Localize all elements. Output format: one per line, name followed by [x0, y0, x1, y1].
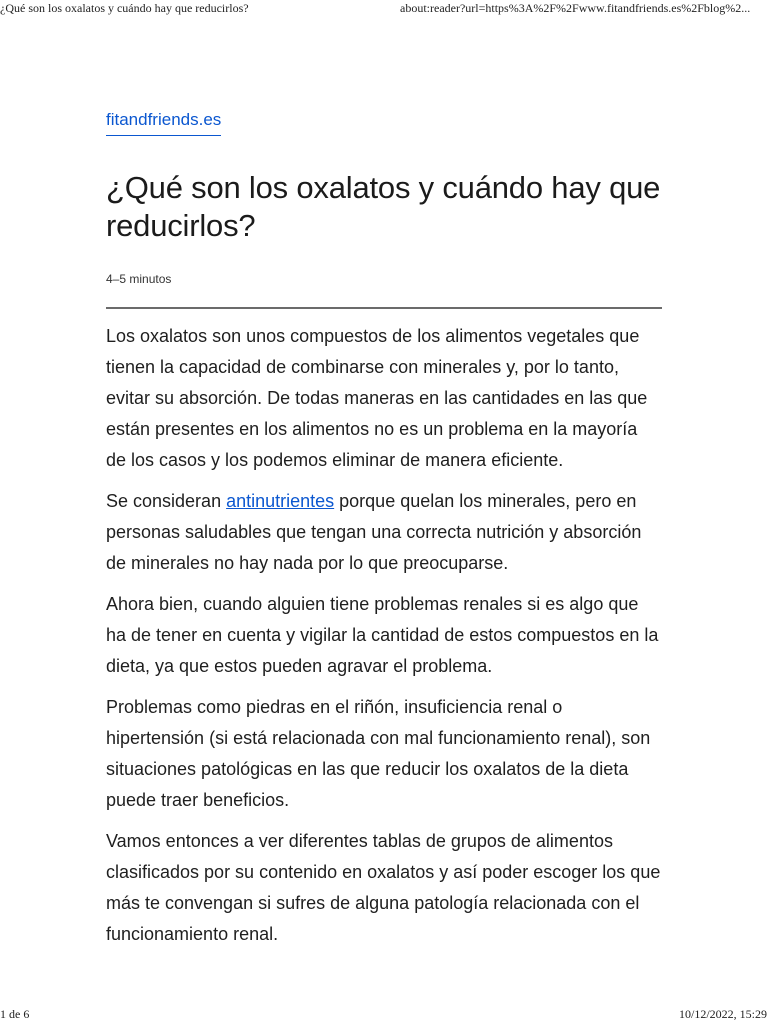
header-divider	[106, 307, 662, 309]
source-domain-link[interactable]: fitandfriends.es	[106, 110, 221, 136]
page-number: 1 de 6	[0, 1007, 30, 1021]
paragraph-4: Problemas como piedras en el riñón, insuficiencia renal o hipertensión (si está relacionada con mal funcionamiento renal), son situaciones patológicas en las que reducir los oxalatos de la dieta puede traer beneficios.	[106, 697, 651, 810]
paragraph-5: Vamos entonces a ver diferentes tablas de grupos de alimentos clasificados por su contenido en oxalatos y así poder escoger los que más te convengan si sufres de alguna patología relacionada con el funcionamiento renal.	[106, 831, 661, 944]
print-header-url: about:reader?url=https%3A%2F%2Fwww.fitandfriends.es%2Fblog%2...	[400, 1, 751, 15]
antinutrientes-link[interactable]: antinutrientes	[226, 491, 335, 511]
print-header-title: ¿Qué son los oxalatos y cuándo hay que reducirlos?	[0, 1, 249, 15]
paragraph-2-text-before: Se consideran	[106, 491, 227, 511]
article-content	[106, 321, 662, 950]
paragraph-2-text-after: porque quelan los minerales, pero en personas saludables que tengan una correcta nutrición y absorción de minerales no hay nada por lo que preocuparse.	[106, 491, 642, 573]
paragraph-2	[106, 486, 662, 579]
print-footer	[0, 1007, 768, 1024]
print-datetime: 10/12/2022, 15:29	[678, 1007, 767, 1021]
article-title: ¿Qué son los oxalatos y cuándo hay que reducirlos?	[106, 170, 661, 243]
paragraph-1: Los oxalatos son unos compuestos de los alimentos vegetales que tienen la capacidad de combinarse con minerales y, por lo tanto, evitar su absorción. De todas maneras en las cantidades en las que están presentes en los alimentos no es un problema en la mayoría de los casos y los podemos eliminar de manera eficiente.	[106, 326, 648, 470]
paragraph-3: Ahora bien, cuando alguien tiene problemas renales si es algo que ha de tener en cuenta y vigilar la cantidad de estos compuestos en la dieta, ya que estos pueden agravar el problema.	[106, 594, 659, 676]
print-header	[0, 0, 768, 18]
reader-view	[106, 110, 662, 960]
reading-time: 4–5 minutos	[106, 272, 172, 286]
